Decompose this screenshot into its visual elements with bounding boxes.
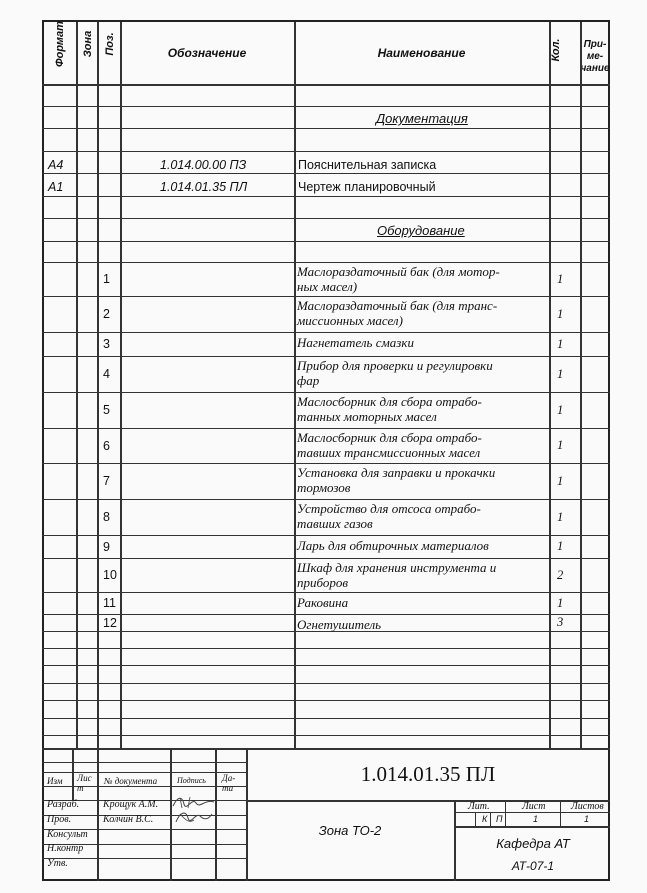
tb-line [560,800,561,826]
tb-col-doc: № документа [104,776,158,786]
item-quantity: 1 [557,306,564,321]
item-name-line1: Ларь для обтирочных материалов [297,538,489,553]
tb-col-list: Лис т [77,773,92,793]
header-zone: Зона [82,30,94,58]
item-position: 2 [103,307,110,321]
item-position: 5 [103,403,110,417]
grid-line [42,128,610,129]
tb-column [170,748,172,800]
item-name-line1: Раковина [297,595,349,610]
header-designation: Обозначение [167,46,247,60]
item-name-line1: Прибор для проверки и регулировки [297,358,493,373]
grid-line [42,700,610,701]
tb-column [97,800,99,881]
item-name [297,264,547,294]
header-format: Формат [54,21,66,67]
tb-konsult-label: Консульт [47,829,88,840]
column-divider [120,22,122,748]
item-name-line2: миссионных масел) [297,313,403,328]
column-divider [580,22,582,748]
grid-line [42,592,610,593]
header-qty: Кол. [550,38,562,62]
grid-line [42,535,610,536]
item-name [297,394,547,424]
column-divider [97,22,99,748]
tb-lit-label: Лит. [468,801,490,812]
item-name-line2: приборов [297,575,349,590]
item-name [297,595,547,610]
item-name-line1: Нагнетатель смазки [297,335,414,350]
grid-line [42,683,610,684]
section-equipment: Оборудование [377,223,465,238]
doc-1-designation: 1.014.00.00 ПЗ [160,158,247,172]
grid-line [42,463,610,464]
grid-line [42,262,610,263]
tb-razrab-name: Крощук А.М. [103,799,159,810]
tb-listov-label: Листов [571,801,604,812]
doc-2-format: А1 [48,180,64,194]
grid-line [42,665,610,666]
grid-line [42,356,610,357]
title-doc-number: 1.014.01.35 ПЛ [360,761,496,786]
item-quantity: 1 [557,402,564,417]
item-quantity: 1 [557,509,564,524]
tb-line [475,812,476,826]
grid-line [42,106,610,107]
tb-line [454,826,610,828]
item-name [297,560,547,590]
tb-title: Зона ТО-2 [318,823,382,838]
tb-column [97,748,99,800]
item-name-line2: тавших трансмиссионных масел [297,445,481,460]
item-name [297,538,547,553]
item-position: 3 [103,337,110,351]
tb-group: АТ-07-1 [511,859,555,873]
item-name [297,335,547,350]
tb-line [490,812,491,826]
tb-line [505,800,506,826]
doc-1-format: А4 [48,158,64,172]
grid-line [42,499,610,500]
header-name: Наименование [377,46,466,60]
section-documentation: Документация [376,111,468,126]
grid-line [42,428,610,429]
item-position: 8 [103,510,110,524]
grid-line [42,151,610,152]
item-position: 12 [103,615,117,630]
doc-1-name: Пояснительная записка [298,158,437,172]
signature-prov [172,808,216,826]
item-name-line1: Маслосборник для сбора отрабо- [297,430,482,445]
item-quantity: 3 [557,615,564,629]
grid-line [42,648,610,649]
doc-2-name: Чертеж планировочный [298,180,436,194]
item-quantity: 1 [557,473,564,488]
item-name [297,465,547,495]
item-name-line2: тормозов [297,480,351,495]
grid-line [42,296,610,297]
tb-lit-k: К [482,814,488,824]
tb-list-label: Лист [522,801,546,812]
tb-col-sign: Подпись [177,776,206,785]
tb-lit-p: П [496,814,503,824]
column-divider [294,22,296,748]
item-position: 4 [103,367,110,381]
item-name-line1: Установка для заправки и прокачки [297,465,496,480]
tb-line [454,812,610,813]
item-position: 10 [103,568,117,582]
item-position: 6 [103,438,110,453]
item-quantity: 1 [557,366,564,381]
item-quantity: 1 [557,438,564,452]
item-quantity: 2 [557,567,564,582]
tb-prov-name: Колчин В.С. [103,814,154,825]
item-position: 9 [103,539,110,554]
tb-col-izm: Изм [47,776,63,786]
item-name [297,501,547,531]
tb-utv-label: Утв. [47,858,68,869]
item-name [297,298,547,328]
item-quantity: 1 [557,336,564,351]
grid-line [42,735,610,736]
item-position: 11 [103,596,116,610]
grid-line [42,332,610,333]
tb-nkontr-label: Н.контр [47,843,84,854]
grid-line [42,218,610,219]
item-position: 7 [103,474,110,488]
item-name-line2: танных моторных масел [297,409,437,424]
item-name-line2: тавших газов [297,516,373,531]
item-quantity: 1 [557,271,564,286]
item-name-line2: ных масел) [297,279,358,294]
tb-list-value: 1 [533,814,539,824]
tb-listov-value: 1 [584,814,590,824]
item-position: 1 [103,272,110,286]
item-name-line1: Маслораздаточный бак (для транс- [297,298,498,313]
grid-line [42,392,610,393]
column-divider [76,22,78,748]
item-name-line1: Маслосборник для сбора отрабо- [297,394,482,409]
tb-razrab-label: Разраб. [47,799,80,810]
grid-line [42,718,610,719]
header-pos: Поз. [104,32,116,56]
item-name-line1: Устройство для отсоса отрабо- [297,501,481,516]
header-note: При- ме- чание [580,39,610,74]
item-quantity: 1 [557,539,564,553]
item-name-line2: фар [297,373,320,388]
column-divider [549,22,551,748]
tb-column [72,748,74,800]
item-name [297,430,547,460]
tb-org: Кафедра АТ [496,836,570,851]
item-name [297,617,547,632]
grid-line [42,614,610,615]
doc-2-designation: 1.014.01.35 ПЛ [160,180,248,194]
item-name-line1: Маслораздаточный бак (для мотор- [297,264,500,279]
item-name-line1: Огнетушитель [297,617,382,632]
tb-prov-label: Пров. [47,814,72,825]
tb-column [215,748,217,800]
grid-line [42,558,610,559]
item-name [297,358,547,388]
item-quantity: 1 [557,595,564,610]
header-divider [42,84,610,86]
item-name-line1: Шкаф для хранения инструмента и [297,560,497,575]
tb-col-date: Да- та [222,773,236,793]
grid-line [42,241,610,242]
